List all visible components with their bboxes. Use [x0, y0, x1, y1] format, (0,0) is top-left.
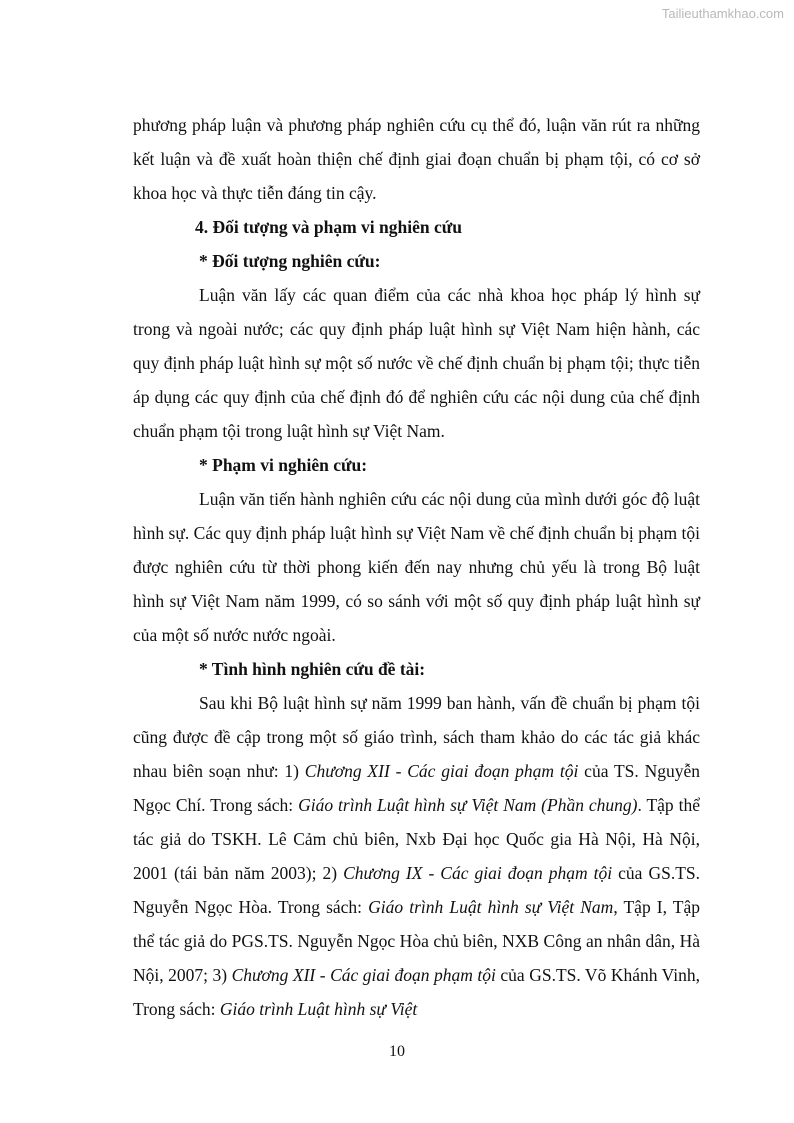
text-segment: của TS. Nguyễn Ngọc Chí. Trong sách: [133, 761, 700, 815]
heading-section-4: 4. Đối tượng và phạm vi nghiên cứu [195, 217, 462, 237]
heading-research-object: * Đối tượng nghiên cứu: [199, 251, 381, 271]
paragraph-research-object: Luận văn lấy các quan điểm của các nhà khoa học pháp lý hình sự trong và ngoài nước; các quy định pháp luật hình sự Việt Nam hiện hành, các quy định pháp luật hình sự một số nước về chế định chuẩn bị phạm tội; thực tiễn áp dụng các quy định của chế định đó để nghiên cứu các nội dung của chế định chuẩn phạm tội trong luật hình sự Việt Nam. [133, 285, 700, 441]
paragraph-methodology: phương pháp luận và phương pháp nghiên cứu cụ thể đó, luận văn rút ra những kết luận và đề xuất hoàn thiện chế định giai đoạn chuẩn bị phạm tội, có cơ sở khoa học và thực tiễn đáng tin cậy. [133, 115, 700, 203]
heading-research-scope: * Phạm vi nghiên cứu: [199, 455, 368, 475]
page-number: 10 [389, 1043, 405, 1060]
heading-research-status: * Tình hình nghiên cứu đề tài: [199, 659, 426, 679]
paragraph-research-scope: Luận văn tiến hành nghiên cứu các nội dung của mình dưới góc độ luật hình sự. Các quy định pháp luật hình sự Việt Nam về chế định chuẩn bị phạm tội được nghiên cứu từ thời phong kiến đến nay nhưng chủ yếu là trong Bộ luật hình sự Việt Nam năm 1999, có so sánh với một số quy định pháp luật hình sự của một số nước nước ngoài. [133, 489, 700, 645]
citation-title: Chương XII - Các giai đoạn phạm tội [304, 761, 579, 781]
citation-title: Giáo trình Luật hình sự Việt Nam [368, 897, 614, 917]
text-segment: Sau khi Bộ luật hình sự năm 1999 ban hành, vấn đề chuẩn bị phạm tội cũng được đề cập trong một số giáo trình, sách tham khảo do các tác giả khác nhau biên soạn như: 1) [133, 693, 700, 781]
citation-title: Chương IX - Các giai đoạn phạm tội [343, 863, 613, 883]
text-segment: , Tập I, Tập thể tác giả do PGS.TS. Nguyễn Ngọc Hòa chủ biên, NXB Công an nhân dân, Hà Nội, 2007; 3) [133, 897, 700, 985]
text-segment: của GS.TS. Nguyễn Ngọc Hòa. Trong sách: [133, 863, 701, 917]
document-body [133, 108, 700, 1026]
citation-title: Giáo trình Luật hình sự Việt [219, 999, 418, 1019]
citation-title: Giáo trình Luật hình sự Việt Nam (Phần chung) [298, 795, 638, 815]
watermark: Tailieuthamkhao.com [661, 6, 784, 21]
citation-title: Chương XII - Các giai đoạn phạm tội [231, 965, 496, 985]
text-segment: của GS.TS. Võ Khánh Vinh, Trong sách: [133, 965, 701, 1019]
text-segment: . Tập thể tác giả do TSKH. Lê Cảm chủ biên, Nxb Đại học Quốc gia Hà Nội, Hà Nội, 2001 (tái bản năm 2003); 2) [133, 795, 700, 883]
paragraph-research-status [133, 686, 700, 1026]
